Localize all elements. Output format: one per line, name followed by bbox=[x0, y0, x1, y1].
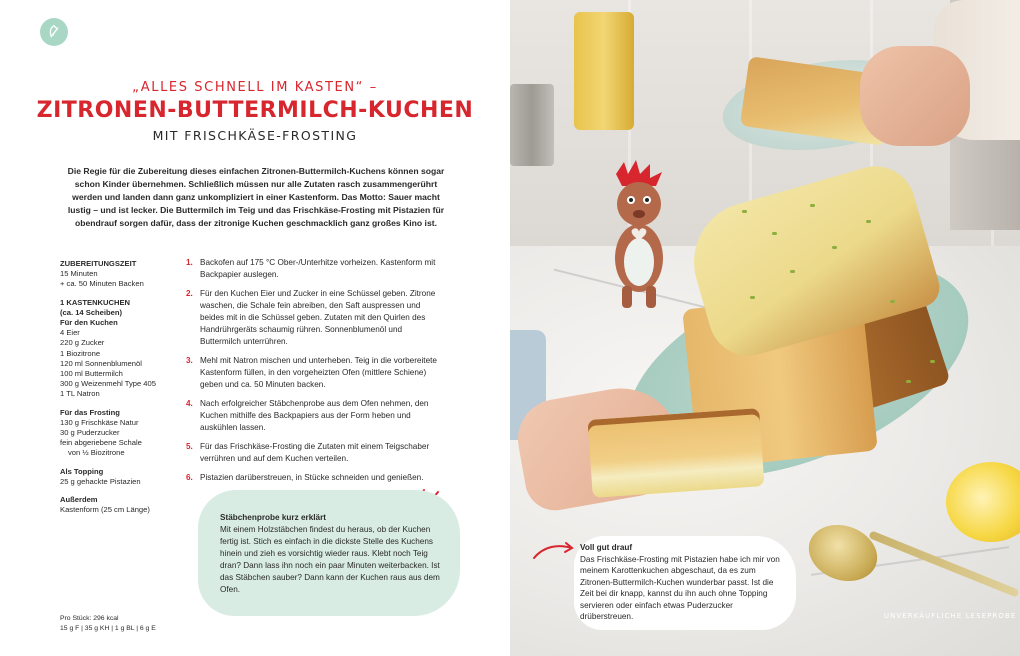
pistachio bbox=[906, 380, 911, 383]
leaf-logo-icon bbox=[45, 23, 63, 41]
mascot-character-icon bbox=[606, 160, 672, 310]
ingredient-item: 1 TL Natron bbox=[60, 389, 100, 399]
tip-title: Stäbchenprobe kurz erklärt bbox=[220, 513, 327, 522]
method-steps bbox=[186, 257, 440, 491]
ingredient-item: 25 g gehackte Pistazien bbox=[60, 476, 141, 486]
pistachio bbox=[890, 300, 895, 303]
watermark: UNVERKÄUFLICHE LESEPROBE bbox=[884, 612, 1017, 620]
frosting-subheading: Für das Frosting bbox=[60, 407, 120, 417]
curved-arrow-icon bbox=[530, 540, 576, 562]
topping-subheading: Als Topping bbox=[60, 466, 104, 476]
recipe-title: ZITRONEN-BUTTERMILCH-KUCHEN bbox=[36, 98, 474, 123]
cake-subheading: Für den Kuchen bbox=[60, 318, 118, 328]
pistachio bbox=[742, 210, 747, 213]
yield-slices: (ca. 14 Scheiben) bbox=[60, 307, 123, 317]
cake-slice-in-hand bbox=[587, 408, 764, 498]
step-number: 3. bbox=[186, 356, 193, 365]
step-item bbox=[186, 398, 440, 434]
tip-text: Mit einem Holzstäbchen findest du heraus, ob der Kuchen fertig ist. Stich es einfach in die dickste Stelle des Kuchens hinein und zieh es vorsichtig wieder raus. Klebt noch Teig dran? Dann lass ihn noch ein paar Minuten weiterbacken. Ist das Stäbchen sauber? Dann kann der Kuchen raus aus dem Ofen. bbox=[220, 525, 440, 594]
hand-holding-plate bbox=[860, 46, 970, 146]
yellow-jug bbox=[574, 12, 634, 130]
nutrition-macros: 15 g F | 35 g KH | 1 g BL | 6 g E bbox=[60, 624, 156, 632]
recipe-subtitle: MIT FRISCHKÄSE-FROSTING bbox=[152, 128, 358, 143]
ingredient-item: 1 Biozitrone bbox=[60, 348, 101, 358]
extra-subheading: Außerdem bbox=[60, 495, 98, 505]
ingredient-item: 220 g Zucker bbox=[60, 338, 105, 348]
ingredient-item: 120 ml Sonnenblumenöl bbox=[60, 358, 142, 368]
ingredient-list bbox=[60, 259, 180, 515]
pistachio bbox=[866, 220, 871, 223]
recipe-intro: Die Regie für die Zubereitung dieses einfachen Zitronen-Buttermilch-Kuchens können sogar schon Kinder übernehmen. Schließlich müssen nur alle Zutaten rasch zusammengerührt werden und landen dann ganz unkompliziert in einer Kastenform. Das Motto: Sauer macht lustig – und ist lecker. Die Buttermilch im Teig und das Frischkäse-Frosting mit Pistazien für obendrauf sorgen dafür, dass der zitronige Kuchen geschmacklich ganz großes Kino ist. bbox=[67, 166, 445, 228]
step-number: 1. bbox=[186, 258, 193, 267]
photo-note-title: Voll gut drauf bbox=[580, 543, 633, 552]
ingredient-item: 300 g Weizenmehl Type 405 bbox=[60, 379, 156, 389]
step-number: 4. bbox=[186, 399, 193, 408]
step-number: 2. bbox=[186, 289, 193, 298]
ingredient-item: 30 g Puderzucker bbox=[60, 428, 120, 438]
step-text: Nach erfolgreicher Stäbchenprobe aus dem Ofen nehmen, den Kuchen mithilfe des Backpapiers aus der Form heben und auskühlen lassen. bbox=[200, 399, 429, 432]
step-item bbox=[186, 441, 440, 465]
pistachio bbox=[790, 270, 795, 273]
step-text: Pistazien darüberstreuen, in Stücke schneiden und genießen. bbox=[200, 473, 424, 482]
metal-tin bbox=[510, 84, 554, 166]
step-text: Für den Kuchen Eier und Zucker in eine Schüssel geben. Zitrone waschen, die Schale fein abreiben, den Saft auspressen und beides mit in die Schüssel geben. Zutaten mit den Quirlen des Handrührgeräts schaumig rühren. Sonnenblumenöl und Buttermilch unterrühren. bbox=[200, 289, 436, 346]
bake-time-value: + ca. 50 Minuten Backen bbox=[60, 279, 144, 289]
yield-heading: 1 KASTENKUCHEN bbox=[60, 297, 131, 307]
step-item bbox=[186, 472, 440, 484]
recipe-kicker: „ALLES SCHNELL IM KASTEN“ – bbox=[132, 80, 378, 95]
photo-note-text: Das Frischkäse-Frosting mit Pistazien habe ich mir von meinem Karottenkuchen abgeschaut, da es zum Zitronen-Buttermilch-Kuchen wunderbar passt. Ist die Zeit bei dir knapp, kannst du ihn auch ohne Topping servieren oder einfach etwas Puderzucker drüberstreuen. bbox=[580, 554, 780, 621]
nutrition-kcal: Pro Stück: 296 kcal bbox=[60, 615, 119, 622]
step-number: 6. bbox=[186, 473, 193, 482]
ingredient-item: Kastenform (25 cm Länge) bbox=[60, 505, 150, 515]
step-item bbox=[186, 257, 440, 281]
photo-note-box bbox=[574, 536, 796, 630]
step-item bbox=[186, 288, 440, 348]
pistachio bbox=[832, 246, 837, 249]
ingredient-item: 4 Eier bbox=[60, 328, 80, 338]
prep-time-heading: ZUBEREITUNGSZEIT bbox=[60, 259, 137, 268]
ingredient-item: fein abgeriebene Schale bbox=[60, 438, 142, 448]
prep-time-value: 15 Minuten bbox=[60, 269, 98, 279]
pistachio bbox=[750, 296, 755, 299]
logo-badge bbox=[40, 18, 68, 46]
ingredient-item: von ½ Biozitrone bbox=[68, 448, 125, 458]
step-text: Mehl mit Natron mischen und unterheben. Teig in die vorbereitete Kastenform füllen, in den vorgeheizten Ofen (mittlere Schiene) geben und ca. 50 Minuten backen. bbox=[200, 356, 437, 389]
pistachio bbox=[772, 232, 777, 235]
step-text: Backofen auf 175 °C Ober-/Unterhitze vorheizen. Kastenform mit Backpapier auslegen. bbox=[200, 258, 436, 279]
step-number: 5. bbox=[186, 442, 193, 451]
tip-box bbox=[198, 490, 460, 616]
step-text: Für das Frischkäse-Frosting die Zutaten mit einem Teigschaber verrühren und auf dem Kuchen verteilen. bbox=[200, 442, 430, 463]
ingredient-item: 100 ml Buttermilch bbox=[60, 369, 123, 379]
pistachio bbox=[810, 204, 815, 207]
ingredient-item: 130 g Frischkäse Natur bbox=[60, 417, 139, 427]
step-item bbox=[186, 355, 440, 391]
nutrition-info bbox=[60, 614, 156, 633]
pistachio bbox=[930, 360, 935, 363]
